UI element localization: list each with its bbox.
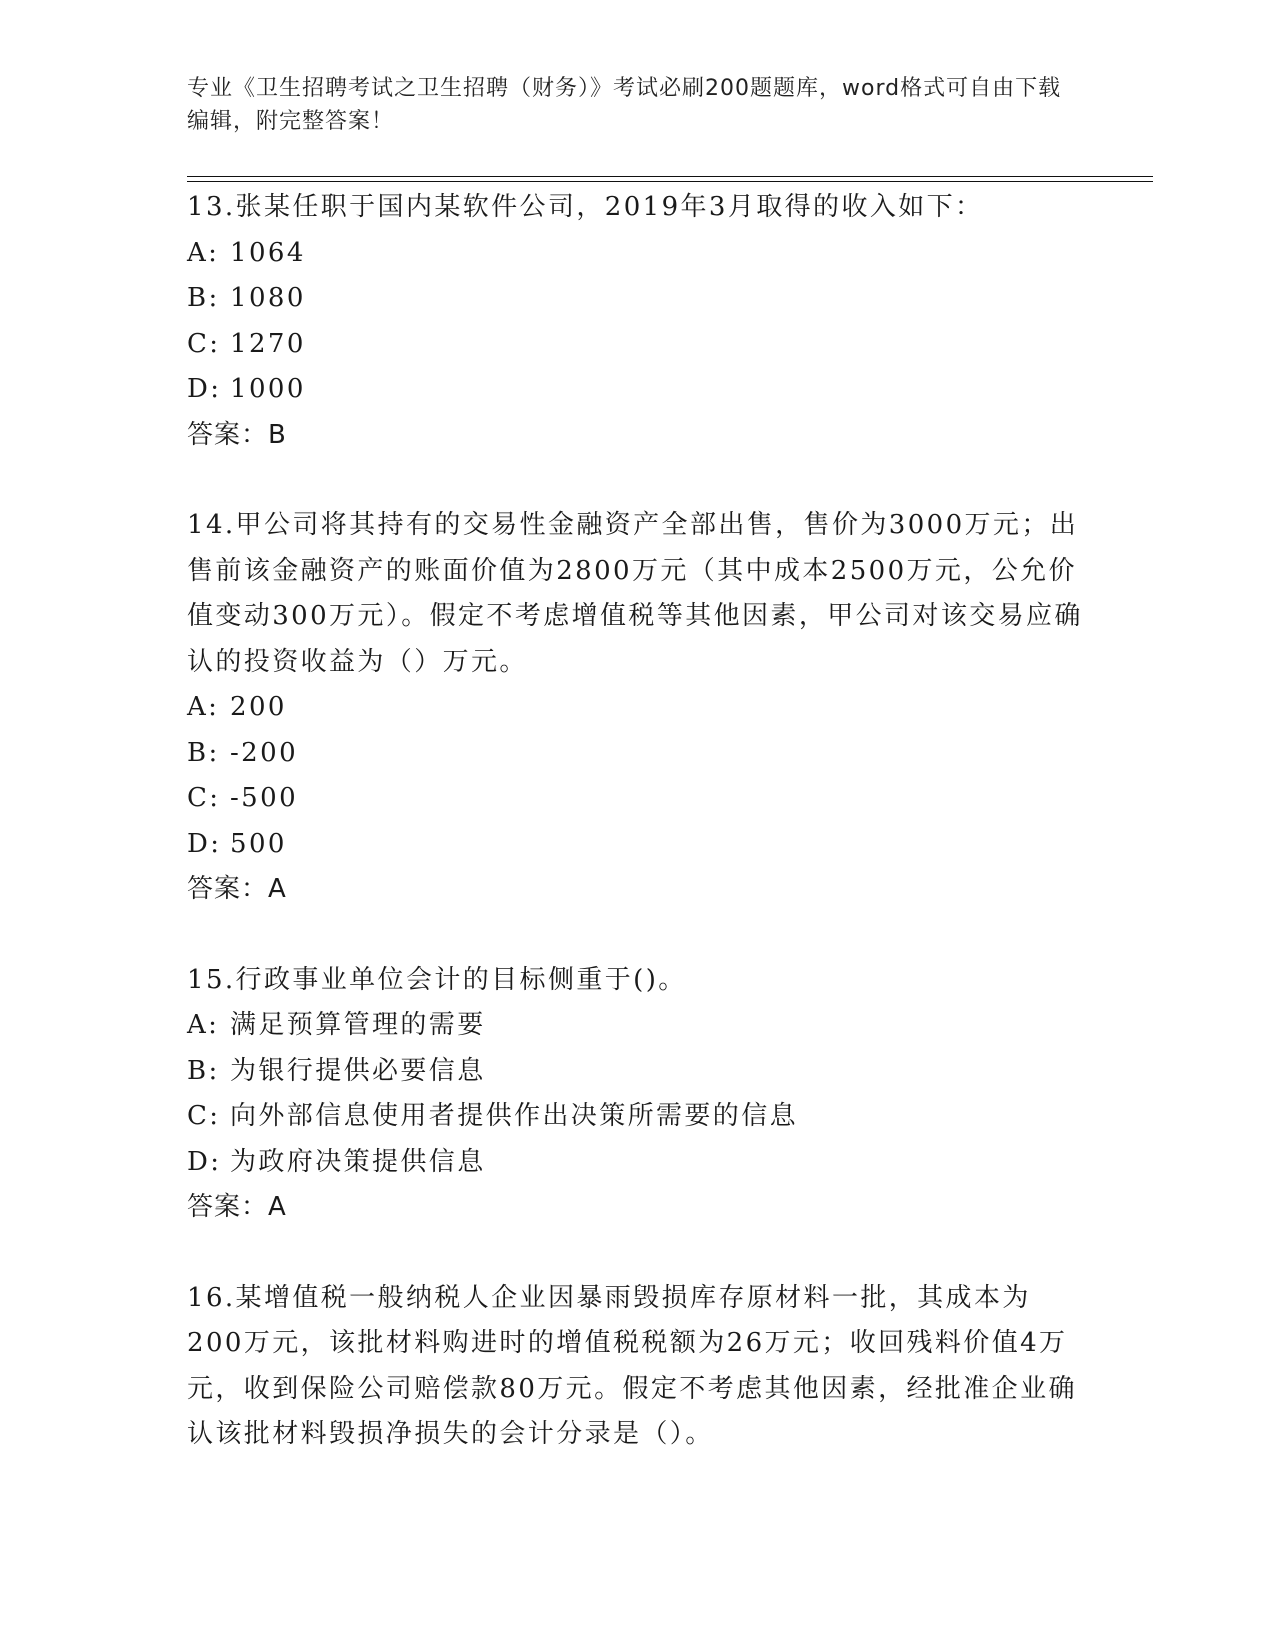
option-a	[187, 685, 1087, 731]
option-text: 为政府决策提供信息	[230, 1146, 486, 1177]
question-stem: 14.甲公司将其持有的交易性金融资产全部出售，售价为3000万元；出售前该金融资产的账面价值为2800万元（其中成本2500万元，公允价值变动300万元）。假定不考虑增值税等其他因素，甲公司对该交易应确认的投资收益为（）万元。	[187, 510, 1083, 677]
answer-line: 答案：A	[187, 1192, 287, 1222]
option-letter: B:	[187, 1055, 220, 1086]
question-stem: 16.某增值税一般纳税人企业因暴雨毁损库存原材料一批，其成本为200万元，该批材料购进时的增值税税额为26万元；收回残料价值4万元，收到保险公司赔偿款80万元。假定不考虑其他因素，经批准企业确认该批材料毁损净损失的会计分录是（）。	[187, 1282, 1077, 1449]
option-b	[187, 276, 1087, 322]
option-b	[187, 1049, 1087, 1095]
option-letter: A:	[187, 1010, 220, 1040]
question-14	[187, 503, 1087, 913]
option-letter: A:	[187, 692, 220, 722]
question-stem: 13.张某任职于国内某软件公司，2019年3月取得的收入如下：	[187, 192, 984, 222]
option-letter: D:	[187, 1146, 222, 1177]
spacer	[187, 913, 1087, 958]
option-letter: B:	[187, 283, 220, 313]
option-letter: C:	[187, 328, 221, 359]
question-stem: 15.行政事业单位会计的目标侧重于()。	[187, 964, 687, 995]
option-text: -500	[230, 783, 299, 813]
option-letter: C:	[187, 1101, 221, 1131]
answer-line: 答案：A	[187, 874, 287, 904]
question-16	[187, 1276, 1087, 1458]
option-text: 1080	[230, 283, 306, 313]
option-letter: B:	[187, 737, 220, 768]
option-d	[187, 822, 1087, 868]
option-c	[187, 776, 1087, 822]
option-text: 1270	[230, 328, 306, 359]
option-letter: D:	[187, 828, 222, 859]
spacer	[187, 1231, 1087, 1276]
option-letter: C:	[187, 783, 221, 813]
option-c	[187, 1094, 1087, 1140]
option-letter: D:	[187, 374, 222, 404]
option-text: 满足预算管理的需要	[230, 1010, 486, 1040]
question-13	[187, 185, 1087, 458]
option-text: 1064	[230, 237, 306, 268]
option-text: 向外部信息使用者提供作出决策所需要的信息	[230, 1101, 799, 1131]
option-c	[187, 322, 1087, 368]
document-header: 专业《卫生招聘考试之卫生招聘（财务）》考试必刷200题题库，word格式可自由下载编辑，附完整答案！	[187, 76, 1062, 134]
question-15	[187, 958, 1087, 1231]
option-text: 为银行提供必要信息	[230, 1055, 486, 1086]
option-text: 1000	[230, 374, 306, 404]
spacer	[187, 458, 1087, 503]
option-d	[187, 367, 1087, 413]
option-d	[187, 1140, 1087, 1186]
option-b	[187, 731, 1087, 777]
option-text: -200	[230, 737, 299, 768]
header-divider-bottom	[187, 181, 1153, 182]
option-text: 500	[230, 828, 287, 859]
question-list	[187, 185, 1087, 1458]
answer-line: 答案：B	[187, 419, 287, 450]
option-letter: A:	[187, 237, 220, 268]
option-a	[187, 231, 1087, 277]
option-text: 200	[230, 692, 287, 722]
option-a	[187, 1003, 1087, 1049]
header-divider-top	[187, 176, 1153, 177]
